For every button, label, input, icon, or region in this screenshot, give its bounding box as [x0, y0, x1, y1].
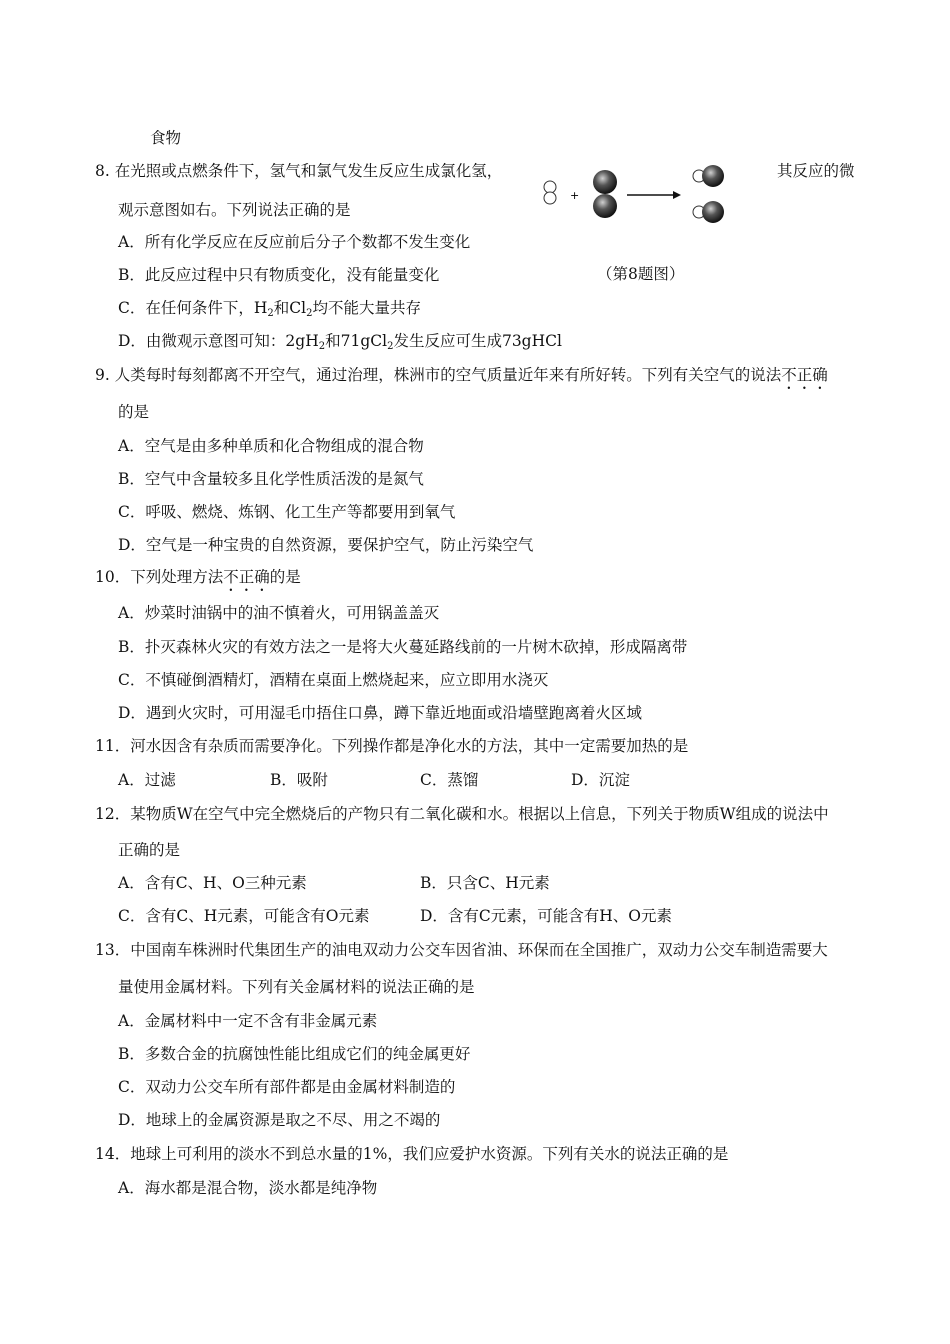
- q8-option-d: D．由微观示意图可知：$2gH_2$和71gCl$_2$发生反应可生成73gHCl: [118, 332, 562, 352]
- q10-option-c: C．不慎碰倒酒精灯，酒精在桌面上燃烧起来，应立即用水浇灭: [118, 671, 549, 689]
- hcl-molecule-icon: [693, 201, 724, 223]
- q8-figure-caption: （第8题图）: [597, 265, 685, 283]
- q12-option-c: C．含有C、H元素，可能含有O元素: [118, 907, 370, 925]
- q13-option-b: B．多数合金的抗腐蚀性能比组成它们的纯金属更好: [118, 1045, 471, 1063]
- reaction-arrow-icon: [627, 191, 681, 199]
- q13-stem-line2: 量使用金属材料。下列有关金属材料的说法正确的是: [118, 978, 475, 996]
- q8-stem-tail: 其反应的微: [777, 162, 855, 180]
- q9-option-b: B．空气中含量较多且化学性质活泼的是氮气: [118, 470, 424, 488]
- q11-option-c: C．蒸馏: [420, 771, 479, 789]
- q10-option-a: A．炒菜时油锅中的油不慎着火，可用锅盖盖灭: [118, 604, 440, 622]
- q13-option-a: A．金属材料中一定不含有非金属元素: [118, 1012, 378, 1030]
- q14-option-a: A．海水都是混合物，淡水都是纯净物: [118, 1179, 378, 1197]
- q13-stem: 13．中国南车株洲时代集团生产的油电双动力公交车因省油、环保而在全国推广，双动力公交车制造需要大: [95, 941, 828, 959]
- q12-stem-line2: 正确的是: [118, 841, 181, 859]
- q8-option-a: A．所有化学反应在反应前后分子个数都不发生变化: [118, 233, 471, 251]
- q12-stem: 12．某物质W在空气中完全燃烧后的产物只有二氧化碳和水。根据以上信息，下列关于物质W组成的说法中: [95, 805, 829, 823]
- chlorine-molecule-icon: [593, 170, 617, 218]
- q8-stem: 8. 在光照或点燃条件下，氢气和氯气发生反应生成氯化氢，: [95, 162, 503, 180]
- q13-option-c: C．双动力公交车所有部件都是由金属材料制造的: [118, 1078, 456, 1096]
- q9-stem: 9. 人类每时每刻都离不开空气，通过治理，株洲市的空气质量近年来有所好转。下列有关空气的说法不正确: [95, 366, 828, 384]
- reaction-microscopic-diagram: [535, 160, 745, 230]
- hydrogen-molecule-icon: [544, 181, 556, 204]
- q8-option-c: C．在任何条件下，$H_2$和$Cl_2$均不能大量共存: [118, 299, 421, 319]
- q8-stem-line2: 观示意图如右。下列说法正确的是: [118, 201, 351, 219]
- q13-option-d: D．地球上的金属资源是取之不尽、用之不竭的: [118, 1111, 441, 1129]
- q9-option-a: A．空气是由多种单质和化合物组成的混合物: [118, 437, 424, 455]
- q11-stem: 11．河水因含有杂质而需要净化。下列操作都是净化水的方法，其中一定需要加热的是: [95, 737, 689, 755]
- q12-option-a: A．含有C、H、O三种元素: [118, 874, 307, 892]
- q14-stem: 14．地球上可利用的淡水不到总水量的1%，我们应爱护水资源。下列有关水的说法正确的是: [95, 1145, 729, 1163]
- q9-stem-line2: 的是: [118, 403, 150, 421]
- top-fragment: 食物: [150, 129, 182, 147]
- hcl-molecule-icon: [693, 165, 724, 187]
- q10-option-b: B．扑灭森林火灾的有效方法之一是将大火蔓延路线前的一片树木砍掉，形成隔离带: [118, 638, 688, 656]
- q11-option-d: D．沉淀: [571, 771, 630, 789]
- q11-option-a: A．过滤: [118, 771, 176, 789]
- q10-stem: 10．下列处理方法不正确的是: [95, 568, 301, 586]
- q10-option-d: D．遇到火灾时，可用湿毛巾捂住口鼻，蹲下靠近地面或沿墙壁跑离着火区域: [118, 704, 642, 722]
- q9-option-c: C．呼吸、燃烧、炼钢、化工生产等都要用到氧气: [118, 503, 456, 521]
- q12-option-b: B．只含C、H元素: [420, 874, 550, 892]
- q9-option-d: D．空气是一种宝贵的自然资源，要保护空气，防止污染空气: [118, 536, 534, 554]
- plus-sign: +: [570, 189, 580, 202]
- q8-option-b: B．此反应过程中只有物质变化，没有能量变化: [118, 266, 440, 284]
- q11-option-b: B．吸附: [270, 771, 328, 789]
- q12-option-d: D．含有C元素，可能含有H、O元素: [420, 907, 673, 925]
